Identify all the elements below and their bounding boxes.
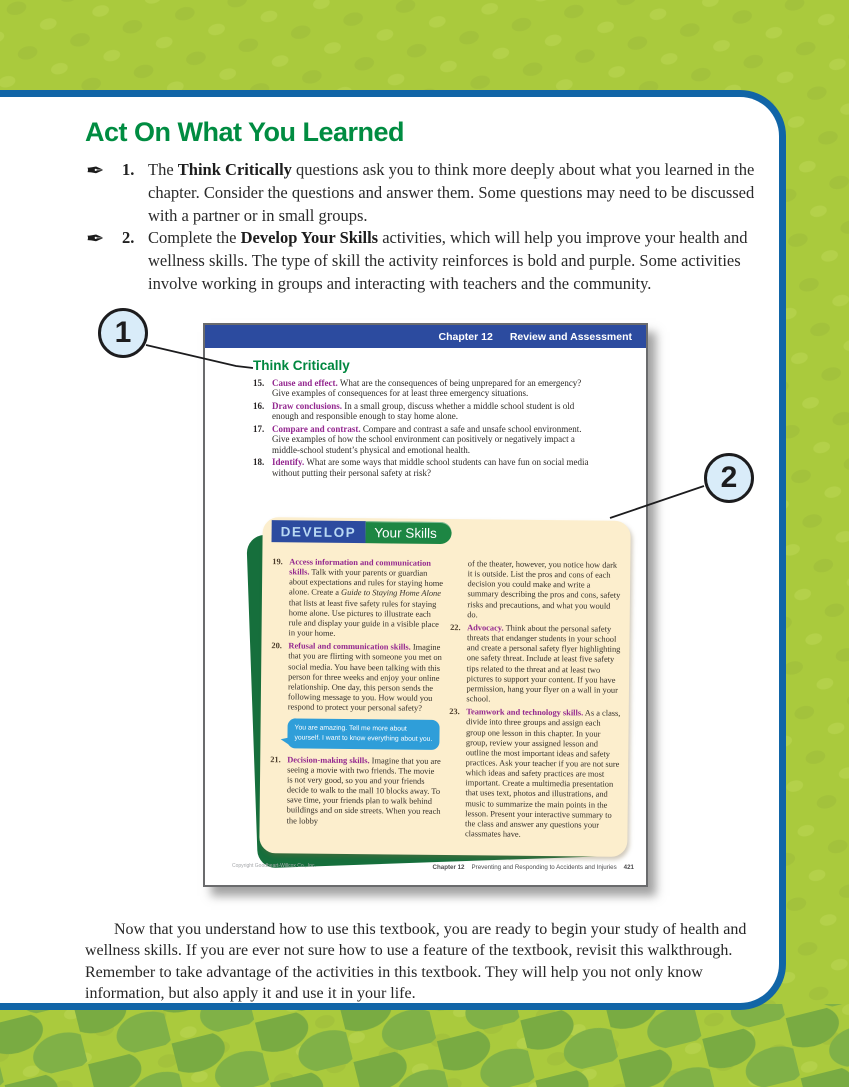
dev-body: that lists at least five safety rules for staying home alone. Use pictures to illustrate each rule and display your guide in a visible place in your home. (288, 597, 439, 638)
card-cream-surface (259, 517, 630, 857)
develop-your-skills-card (261, 519, 629, 855)
develop-header (272, 520, 452, 544)
tc-skill-label: Draw conclusions. (272, 400, 343, 411)
dev-skill-label: Refusal and communication skills. (288, 641, 411, 652)
tc-number: 18. (253, 457, 265, 468)
pencil-icon: ✒ (86, 227, 105, 252)
item-number: 1. (122, 160, 135, 179)
tc-text (272, 401, 599, 422)
folio-title: Preventing and Responding to Accidents and Injuries (471, 864, 617, 871)
callout-circle-1: 1 (98, 308, 148, 358)
tc-item-16 (253, 401, 599, 422)
dev-number: 20. (271, 641, 282, 651)
dev-body: As a class, divide into three groups and assign each group one lesson in this chapter. In your group, review your assigned lesson and outline the most important ideas and safety practices. Ask your teacher if you are not sure which ideas and safety practices are most important. Create a multimedia presentation that uses text, photos and illustrations, and music to summarize the main points in the lesson. Present your interactive summary to the class and answer any questions your classmates have. (464, 708, 621, 839)
develop-columns (269, 557, 622, 844)
dev-text (466, 623, 621, 706)
item-text-bold: Develop Your Skills (240, 228, 379, 247)
tc-number: 17. (253, 423, 265, 434)
item-text-post: questions ask you to think more deeply about what you learned in the chapter. Consider the questions and answer them. Some questions may need to be discussed with a partner or in small groups. (148, 160, 755, 225)
dev-text (465, 707, 621, 841)
dev-number: 23. (449, 707, 460, 717)
develop-right-column (448, 559, 622, 844)
tc-number: 16. (253, 400, 265, 411)
chat-message-bubble: You are amazing. Tell me more about yourself. I want to know everything about you. (287, 719, 439, 750)
page-title: Act On What You Learned (85, 117, 405, 147)
content-panel (0, 90, 786, 1010)
tc-body: What are some ways that middle school students can have fun on social media without putting their personal safety at risk? (272, 457, 589, 478)
dev-item-20 (271, 641, 443, 714)
think-critically-list (253, 378, 599, 480)
tc-text (272, 457, 599, 478)
dev-text (287, 755, 442, 828)
dev-number: 22. (450, 622, 461, 633)
item-text-post: activities, which will help you improve your health and wellness skills. The type of skill the activity reinforces is bold and purple. Some activities involve working in groups and interacting with teachers and the community. (148, 228, 748, 293)
callout-circle-2: 2 (704, 453, 754, 503)
dev-body: Think about the personal safety threats that endanger students in your school and create a personal safety flyer highlighting one safety threat. Include at least five safety tips related to the threat and at least two pictures to support your content. If you have permission, hang your flyer on a wall in your school. (466, 623, 621, 704)
chapter-number: Chapter 12 (438, 330, 493, 343)
tc-item-18 (253, 457, 599, 478)
pencil-icon: ✒ (86, 159, 105, 184)
closing-paragraph: Now that you understand how to use this textbook, you are ready to begin your study of health and wellness skills. If you are ever not sure how to use a feature of the textbook, revisit this walkthrough. Remember to take advantage of the activities in this textbook. They will help you not only know information, but also apply it and use it in your life. (85, 921, 747, 1002)
tc-text (272, 378, 599, 399)
develop-left-column (269, 557, 443, 842)
dev-text (288, 642, 443, 715)
tc-body: What are the consequences of being unprepared for an emergency? Give examples of consequences for at least three emergency situations. (272, 378, 582, 399)
dev-body: Talk with your parents or guardian about expectations and rules for staying home alone. Create a (288, 567, 444, 598)
tc-body: In a small group, discuss whether a middle school student is old enough and responsible enough to stay home alone. (272, 400, 575, 422)
copyright-line: Copyright Goodheart-Willcox Co., Inc. (232, 863, 316, 869)
item-text-pre: The (148, 160, 178, 179)
tc-item-17 (253, 424, 599, 455)
dev-italic-title: Guide to Staying Home Alone (341, 588, 441, 599)
item-text-bold: Think Critically (177, 160, 292, 179)
dev-skill-label: Access information and communication skills. (289, 557, 432, 577)
tc-skill-label: Compare and contrast. (272, 423, 361, 434)
dev-skill-label: Teamwork and technology skills. (466, 707, 584, 718)
develop-badge: DEVELOP (272, 520, 366, 543)
tc-skill-label: Identify. (272, 457, 305, 468)
dev-item-21-continuation: of the theater, however, you notice how dark it is outside. List the pros and cons of each decision you could make and write a summary describing the pros and cons, safety risks and precautions, and what you would do. (467, 559, 621, 620)
chapter-header-bar (205, 325, 646, 348)
tc-body: Compare and contrast a safe and unsafe school environment. Give examples of how the school environment can positively or negatively impact a middle-school student’s physical and emotional health. (272, 423, 582, 455)
item-text-pre: Complete the (148, 228, 241, 247)
folio-chapter: Chapter 12 (432, 864, 465, 871)
dev-item-21 (270, 755, 442, 828)
dev-body: Imagine that you are flirting with someone you met on social media. You have been talking with this person for three weeks and enjoy your online relationship. One day, this person sends the following message to you. How would you respond to protect your personal safety? (287, 642, 442, 713)
dev-number: 19. (272, 557, 283, 567)
dev-body: Imagine that you are seeing a movie with two friends. The movie is not very good, so you and your friends decide to walk to the mall 10 blocks away. To save time, your friends plan to walk behind buildings and on side streets. When you reach the lobby (286, 755, 441, 826)
textbook-page-screenshot (203, 323, 648, 887)
tc-number: 15. (253, 378, 265, 388)
tc-item-15 (253, 378, 599, 399)
dev-skill-label: Decision-making skills. (287, 754, 370, 765)
tc-text (272, 424, 599, 455)
chapter-header-title: Review and Assessment (509, 330, 632, 343)
dev-number: 21. (270, 754, 281, 764)
item-number: 2. (122, 228, 135, 247)
item-text (148, 227, 776, 295)
folio-page-number: 421 (623, 864, 634, 871)
page-folio (433, 864, 634, 871)
think-critically-heading: Think Critically (253, 358, 350, 373)
tc-skill-label: Cause and effect. (272, 378, 338, 388)
item-text (148, 159, 776, 227)
dev-item-19 (271, 557, 443, 640)
your-skills-pill: Your Skills (365, 521, 452, 544)
instruction-item-2 (86, 227, 776, 295)
dev-text (288, 557, 443, 640)
dev-item-23 (448, 707, 621, 841)
instruction-item-1 (86, 159, 776, 227)
dev-item-22 (449, 623, 621, 706)
dev-skill-label: Advocacy. (467, 623, 504, 633)
